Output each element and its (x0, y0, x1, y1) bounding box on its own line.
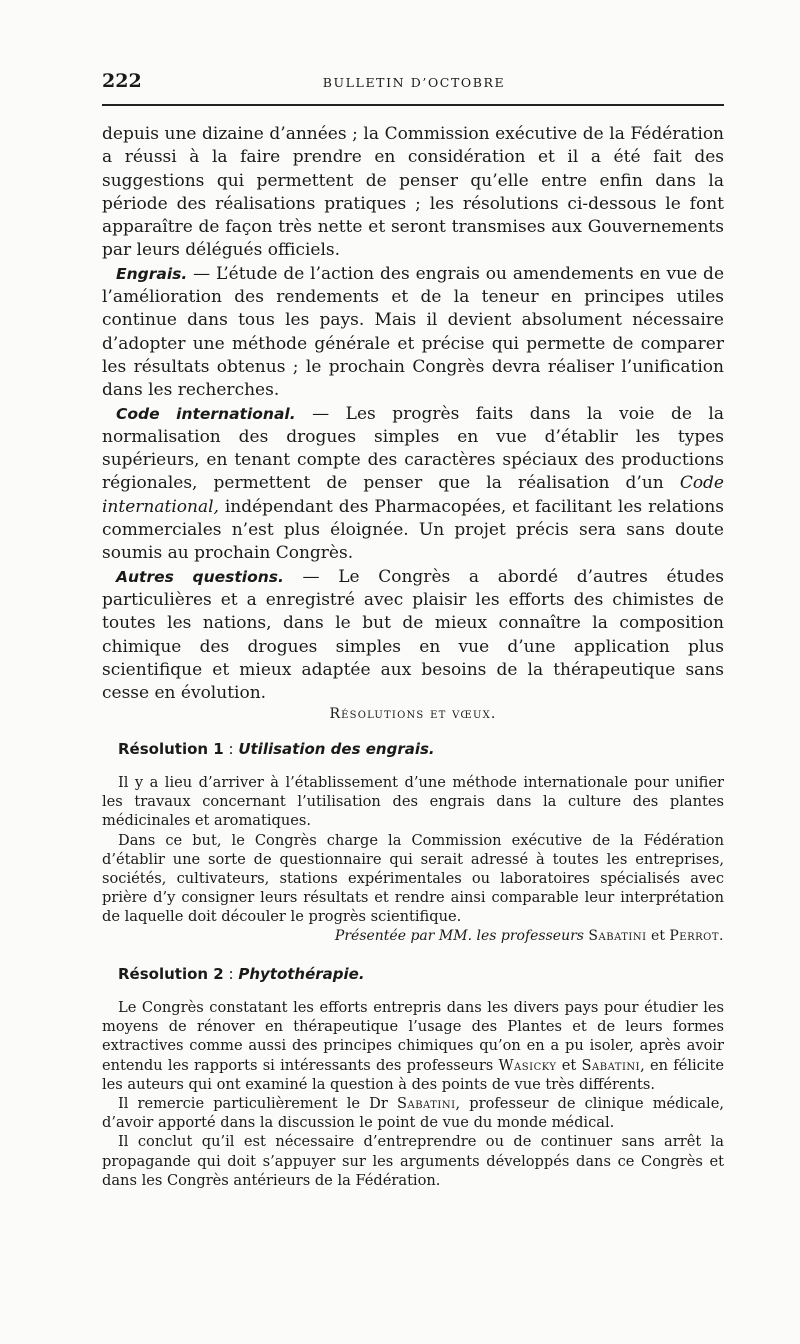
page-number: 222 (102, 70, 142, 92)
lead-autres-questions: Autres questions. (116, 567, 284, 586)
resolution-1-body (102, 773, 724, 946)
paragraph-autres-questions (102, 566, 724, 706)
resolution-paragraph (102, 1094, 724, 1132)
resolution-title: Phytothérapie. (238, 965, 365, 983)
resolution-paragraph: Dans ce but, le Congrès charge la Commission exécutive de la Fédération d’établir une sorte de questionnaire qui serait adressé à toutes les entreprises, sociétés, cultivateurs, stations expérimentales ou laboratoires spécialisés avec prière d’y consigner leurs résultats et rendre ainsi comparable leur interprétation de laquelle doit découler le progrès scientifique. (102, 831, 724, 926)
resolution-signature (102, 927, 724, 946)
italic-term: Code international, (102, 473, 724, 517)
running-head (102, 70, 726, 96)
paragraph-text: — Le Congrès a abordé d’autres études particulières et a enregistré avec plaisir les efforts des chimistes de toutes les nations, dans le but de mieux connaître la composition chimique des drogues simples en vue d’une application plus scientifique et mieux adaptée aux besoins de la thérapeutique sans cesse en évolution. (102, 566, 724, 704)
resolution-title: Utilisation des engrais. (238, 740, 435, 758)
paragraph (102, 123, 724, 263)
paragraph-text: indépendant des Pharmacopées, et facilitant les relations commerciales n’est plus éloignée. Un projet précis sera sans doute soumis au prochain Congrès. (102, 496, 724, 564)
resolution-separator: : (223, 965, 239, 983)
main-text (102, 123, 724, 705)
lead-engrais: Engrais. (116, 264, 188, 283)
section-title: Résolutions et vœux. (329, 706, 497, 722)
author-name: Wasicky (498, 1056, 557, 1074)
resolution-2-body (102, 998, 724, 1190)
resolution-paragraph: Il conclut qu’il est nécessaire d’entreprendre ou de continuer sans arrêt la propagande qui doit s’appuyer sur les arguments développés dans ce Congrès et dans les Congrès antérieurs de la Fédération. (102, 1133, 724, 1189)
paragraph-text: Le Congrès constatant les efforts entrepris dans les divers pays pour étudier les moyens de rénover en thérapeutique l’usage des Plantes et de leurs formes extractives comme aussi des principes chimiques qu’on en a pu isoler, après avoir entendu les rapports si intéressants des professeurs (102, 999, 724, 1074)
resolution-label: Résolution 1 (118, 740, 224, 758)
paragraph-text: depuis une dizaine d’années ; la Commission exécutive de la Fédération a réussi à la faire prendre en considération et il a été fait des suggestions qui permettent de penser qu’elle entre enfin dans la période des réalisations pratiques ; les résolutions ci-dessous le font apparaître de façon très nette et seront transmises aux Gouvernements par leurs délégués officiels. (102, 124, 724, 261)
paragraph-code-international (102, 403, 724, 566)
resolution-paragraph: Il y a lieu d’arriver à l’établissement d’une méthode internationale pour unifier les travaux concernant l’utilisation des engrais dans la culture des plantes médicinales et aromatiques. (102, 774, 724, 830)
author-name: Perrot. (669, 927, 724, 944)
running-title: BULLETIN D’OCTOBRE (322, 75, 506, 90)
lead-code-international: Code international. (116, 404, 296, 423)
author-name: Sabatini (588, 927, 647, 944)
resolution-1-heading (118, 740, 435, 758)
resolution-separator: : (223, 740, 239, 758)
signature-and: et (646, 927, 670, 944)
resolution-2-heading (118, 965, 365, 983)
paragraph-engrais (102, 263, 724, 403)
resolution-label: Résolution 2 (118, 965, 224, 983)
paragraph-text: , professeur de clinique médicale, d’avoir apporté dans la discussion le point de vue du monde médical. (102, 1095, 724, 1132)
paragraph-text: — Les progrès faits dans la voie de la normalisation des drogues simples en vue d’établir les types supérieurs, en tenant compte des caractères spéciaux des productions régionales, permettent de penser que la réalisation d’un (102, 403, 724, 494)
signature-prefix: Présentée par MM. les professeurs (334, 927, 584, 944)
paragraph-text: , en félicite les auteurs qui ont examiné la question à des points de vue très différents. (102, 1056, 724, 1093)
paragraph-text: — L’étude de l’action des engrais ou amendements en vue de l’amélioration des rendements et de la teneur en principes utiles continue dans tous les pays. Mais il devient absolument nécessaire d’adopter une méthode générale et précise qui permette de comparer les résultats obtenus ; le prochain Congrès devra réaliser l’unification dans les recherches. (102, 263, 724, 401)
author-name: Sabatini (581, 1056, 641, 1074)
resolution-paragraph (102, 998, 724, 1094)
header-rule (102, 104, 724, 106)
paragraph-text: Il remercie particulièrement le Dr (118, 1095, 397, 1113)
author-name: Sabatini (396, 1095, 456, 1113)
paragraph-text: et (556, 1056, 582, 1074)
